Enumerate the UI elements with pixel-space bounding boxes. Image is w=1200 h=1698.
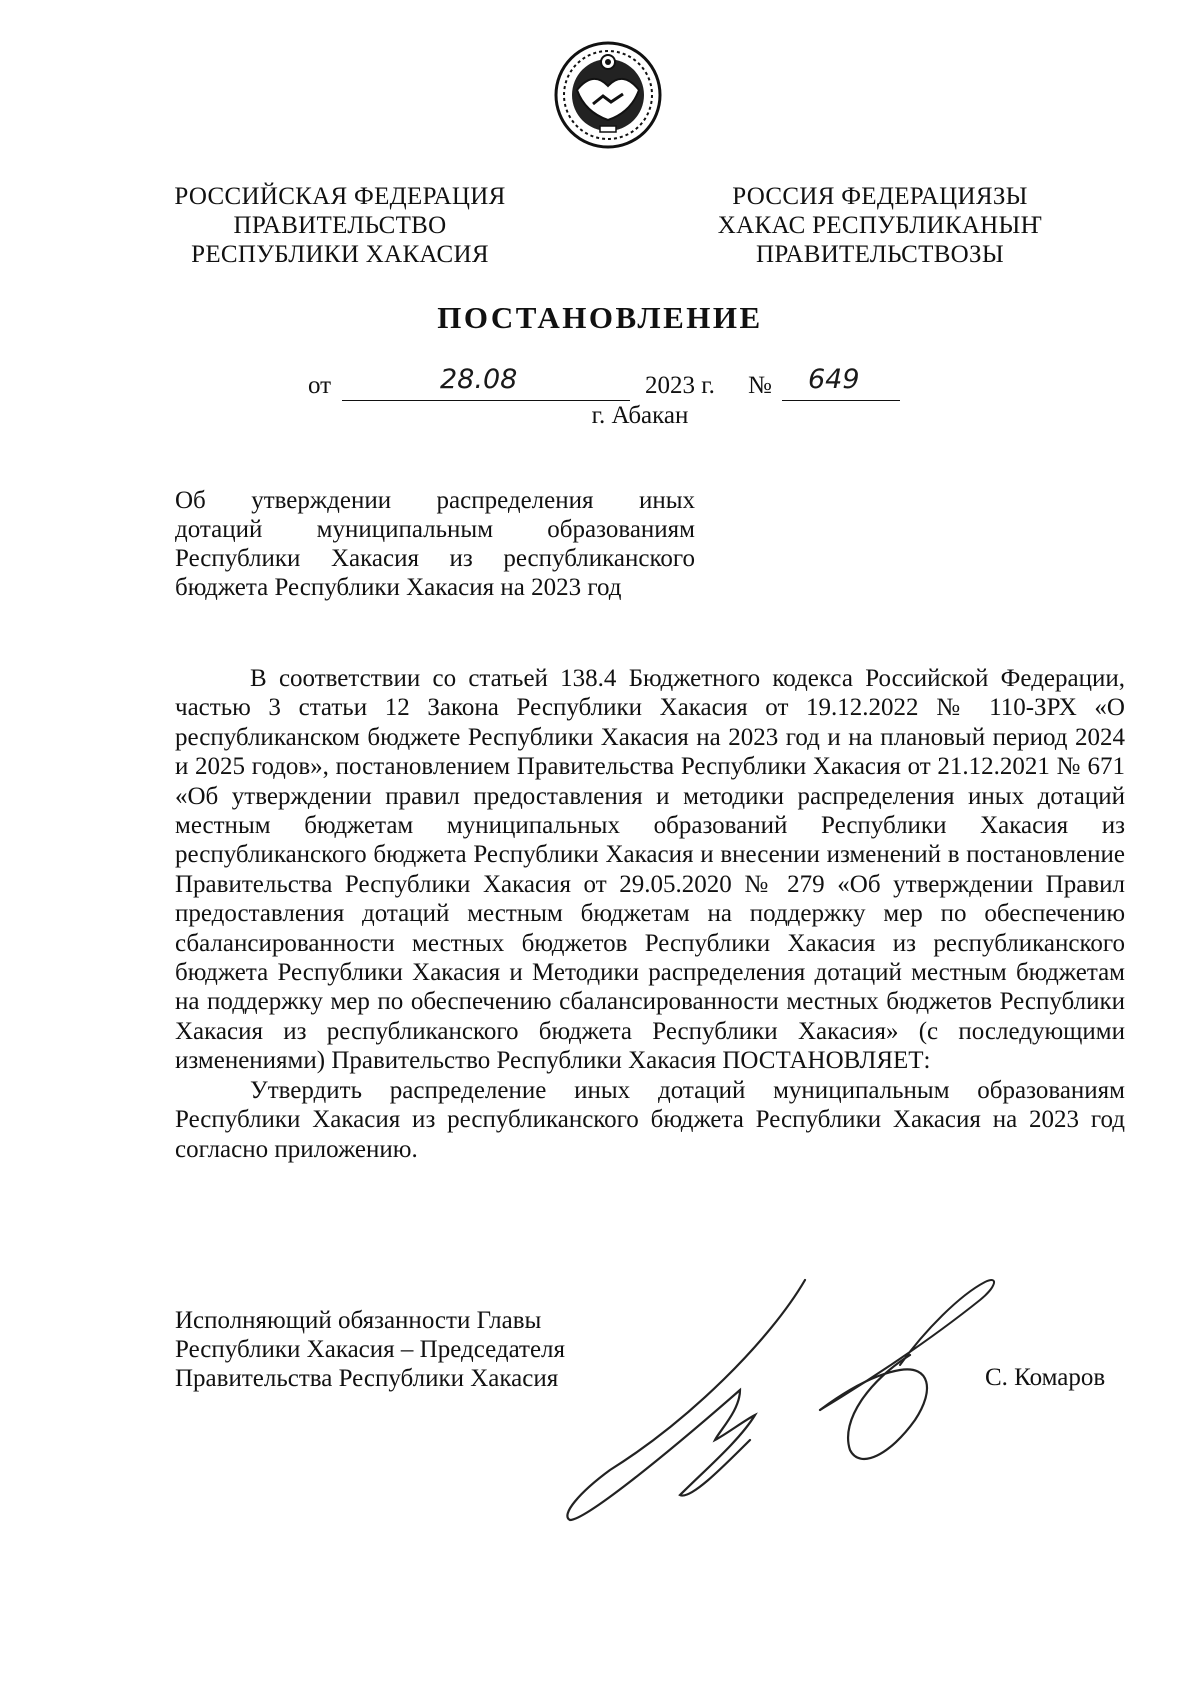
signatory-position-line-3: Правительства Республики Хакасия (175, 1365, 559, 1392)
header-right-block (690, 182, 1070, 269)
signatory-name: С. Комаров (985, 1364, 1106, 1391)
subject-line-1: Об утверждении распределения иных (175, 487, 695, 514)
subject-line-3: Республики Хакасия из республиканского (175, 545, 695, 572)
coat-of-arms-emblem (553, 40, 663, 150)
date-underline (342, 400, 630, 401)
from-label: от (308, 372, 332, 399)
handwritten-date: 28.08 (440, 364, 518, 395)
header-left-line-1: РОССИЙСКАЯ ФЕДЕРАЦИЯ (174, 183, 506, 210)
subject-line-2: дотаций муниципальным образованиям (175, 516, 695, 543)
city-label: г. Абакан (591, 402, 689, 429)
signatory-position-line-1: Исполняющий обязанности Главы (175, 1307, 542, 1334)
document-title: ПОСТАНОВЛЕНИЕ (437, 300, 763, 335)
number-underline (782, 400, 900, 401)
subject-line-4: бюджета Республики Хакасия на 2023 год (175, 574, 622, 601)
document-body (175, 664, 1125, 1164)
header-right-line-1: РОССИЯ ФЕДЕРАЦИЯЗЫ (732, 183, 1028, 210)
handwritten-signature (540, 1270, 1040, 1530)
body-paragraph-1: В соответствии со статьей 138.4 Бюджетного кодекса Российской Федерации, частью 3 статьи 12 Закона Республики Хакасия от 19.12.2022 № 110-ЗРХ «О республиканском бюджете Республики Хакасия на 2023 год и на плановый период 2024 и 2025 годов», постановлением Правительства Республики Хакасия от 21.12.2021 № 671 «Об утверждении правил предоставления и методики распределения иных дотаций местным бюджетам муниципальных образований Республики Хакасия из республиканского бюджета Республики Хакасия и внесении изменений в постановление Правительства Республики Хакасия от 29.05.2020 № 279 «Об утверждении Правил предоставления дотаций местным бюджетам на поддержку мер по обеспечению сбалансированности местных бюджетов Республики Хакасия из республиканского бюджета Республики Хакасия и Методики распределения дотаций местным бюджетам на поддержку мер по обеспечению сбалансированности местных бюджетов Республики Хакасия из республиканского бюджета Республики Хакасия» (с последующими изменениями) Правительство Республики Хакасия ПОСТАНОВЛЯЕТ: (175, 665, 1125, 1075)
header-left-block (150, 182, 530, 269)
document-subject (175, 486, 695, 602)
signatory-position-line-2: Республики Хакасия – Председателя (175, 1336, 566, 1363)
signatory-position (175, 1306, 565, 1393)
header-left-line-2: ПРАВИТЕЛЬСТВО (233, 212, 447, 239)
header-right-line-3: ПРАВИТЕЛЬСТВОЗЫ (756, 241, 1004, 268)
handwritten-number: 649 (808, 364, 860, 395)
header-left-line-3: РЕСПУБЛИКИ ХАКАСИЯ (191, 241, 489, 268)
header-right-line-2: ХАКАС РЕСПУБЛИКАНЫҤ (717, 212, 1043, 239)
body-paragraph-2: Утвердить распределение иных дотаций муниципальным образованиям Республики Хакасия из республиканского бюджета Республики Хакасия на 2023 год согласно приложению. (175, 1076, 1125, 1163)
date-number-line (0, 364, 1200, 404)
number-label: № (748, 372, 772, 399)
year-label: 2023 г. (645, 372, 715, 399)
